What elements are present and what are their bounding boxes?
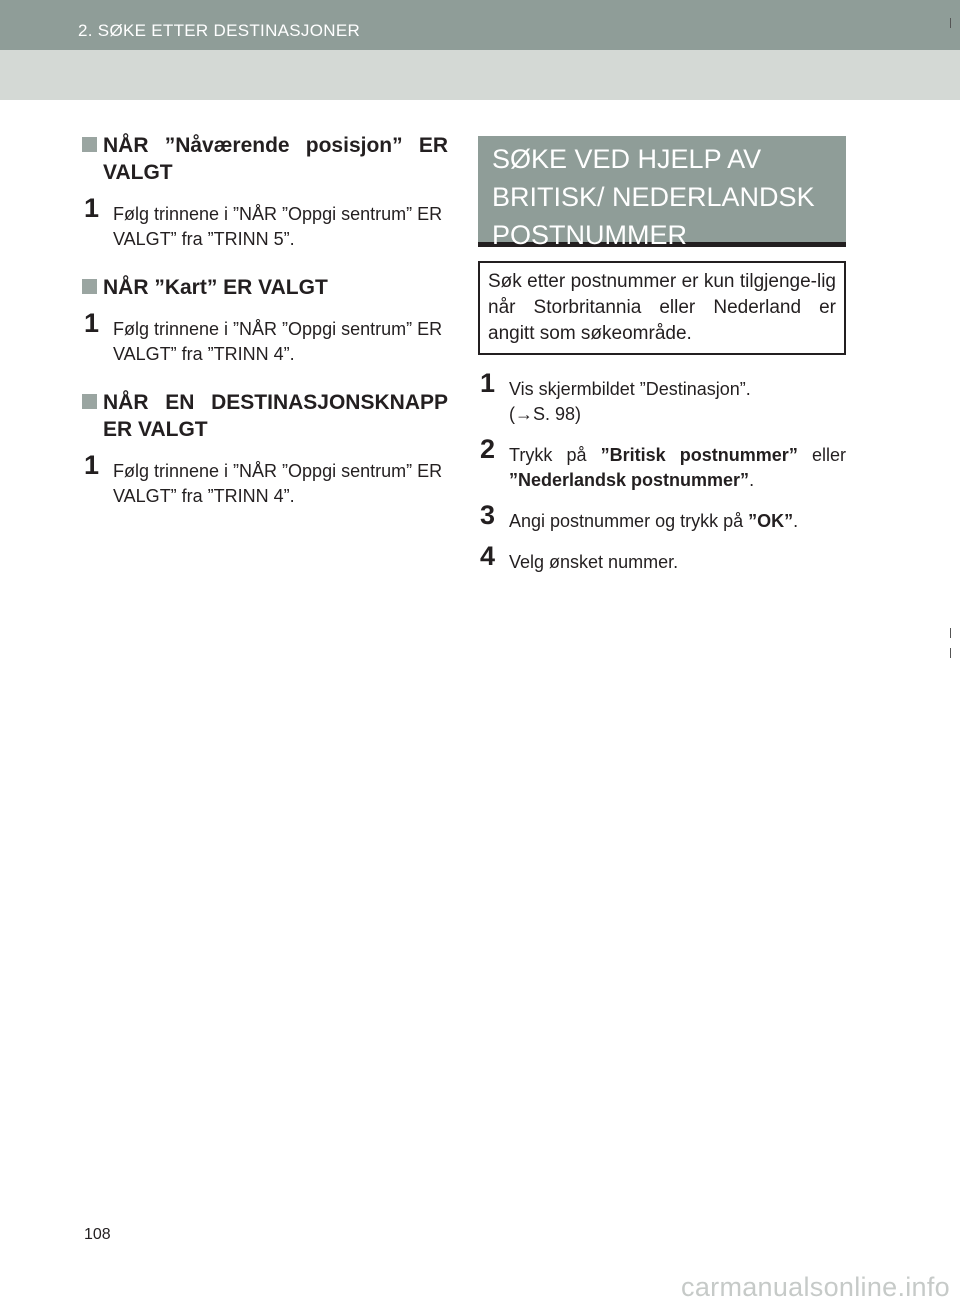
subheading-map: NÅR ”Kart” ER VALGT xyxy=(82,274,448,301)
step-item: 1 Vis skjermbildet ”Destinasjon”. (→S. 98) xyxy=(480,368,751,424)
step-item: 1 Følg trinnene i ”NÅR ”Oppgi sentrum” ER VALGT” fra ”TRINN 5”. xyxy=(84,193,443,249)
watermark: carmanualsonline.info xyxy=(681,1272,950,1302)
button-label-british-postcode: ”Britisk postnummer” xyxy=(600,445,798,465)
square-bullet-icon xyxy=(82,394,97,409)
page-reference: (→S. 98) xyxy=(509,404,582,424)
step-item: 1 Følg trinnene i ”NÅR ”Oppgi sentrum” ER VALGT” fra ”TRINN 4”. xyxy=(84,308,443,364)
info-note: Søk etter postnummer er kun tilgjenge-lig når Storbritannia eller Nederland er angitt som søkeområde. xyxy=(478,261,846,355)
step-number: 1 xyxy=(84,450,100,480)
square-bullet-icon xyxy=(82,279,97,294)
crop-mark xyxy=(950,628,951,638)
step-item: 4 Velg ønsket nummer. xyxy=(480,541,679,572)
square-bullet-icon xyxy=(82,137,97,152)
step-number: 2 xyxy=(480,434,496,464)
left-column xyxy=(82,132,448,509)
page-number: 108 xyxy=(84,1226,111,1243)
button-label-ok: ”OK” xyxy=(748,511,794,531)
subheading-destination-button: NÅR EN DESTINASJONSKNAPP ER VALGT xyxy=(82,389,448,443)
step-number: 3 xyxy=(480,500,496,530)
right-column xyxy=(478,136,846,575)
step-number: 1 xyxy=(480,368,496,398)
step-number: 4 xyxy=(480,541,496,571)
step-item: 1 Følg trinnene i ”NÅR ”Oppgi sentrum” ER VALGT” fra ”TRINN 4”. xyxy=(84,450,443,506)
subheading-current-position: NÅR ”Nåværende posisjon” ER VALGT xyxy=(82,132,448,186)
step-item: 3 Angi postnummer og trykk på ”OK”. xyxy=(480,500,799,531)
step-number: 1 xyxy=(84,193,100,223)
button-label-dutch-postcode: ”Nederlandsk postnummer” xyxy=(509,470,750,490)
section-title: 2. SØKE ETTER DESTINASJONER xyxy=(78,21,361,40)
crop-mark xyxy=(950,648,951,658)
section-box-title: SØKE VED HJELP AV BRITISK/ NEDERLANDSK POSTNUMMER xyxy=(478,136,846,242)
crop-mark xyxy=(950,18,951,28)
step-number: 1 xyxy=(84,308,100,338)
step-item: 2 Trykk på ”Britisk postnummer” eller ”Nederlandsk postnummer”. xyxy=(480,434,846,490)
